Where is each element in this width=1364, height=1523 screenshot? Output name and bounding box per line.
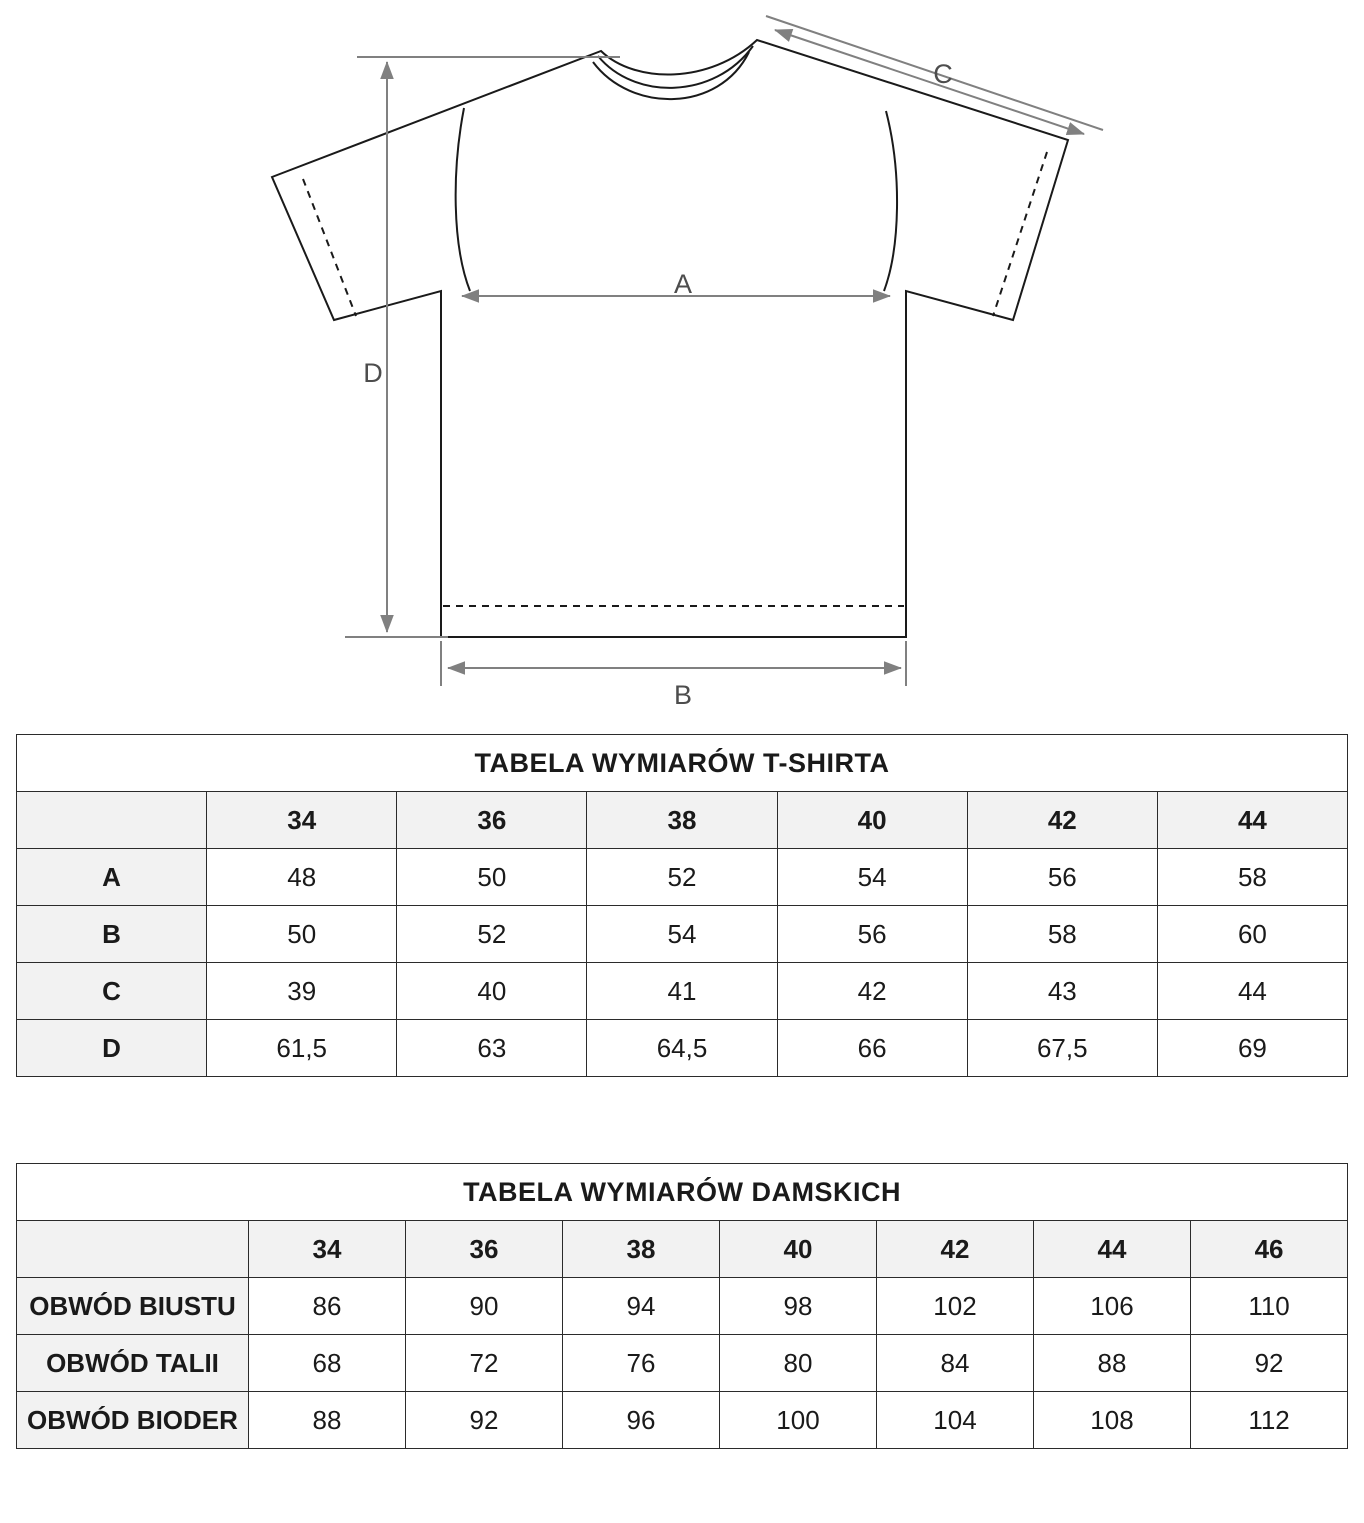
size-header-38: 38 <box>563 1221 720 1278</box>
cell-b-34: 50 <box>207 906 397 963</box>
cell-waist-40: 80 <box>720 1335 877 1392</box>
cell-a-36: 50 <box>397 849 587 906</box>
cell-d-38: 64,5 <box>587 1020 777 1077</box>
table-row <box>17 906 1348 963</box>
row-label-b: B <box>17 906 207 963</box>
cell-a-34: 48 <box>207 849 397 906</box>
cell-bust-44: 106 <box>1034 1278 1191 1335</box>
corner-cell <box>17 1221 249 1278</box>
table-row <box>17 1335 1348 1392</box>
cell-hips-34: 88 <box>249 1392 406 1449</box>
cell-a-40: 54 <box>777 849 967 906</box>
cell-b-42: 58 <box>967 906 1157 963</box>
table-row <box>17 1392 1348 1449</box>
cell-hips-40: 100 <box>720 1392 877 1449</box>
row-label-a: A <box>17 849 207 906</box>
cell-a-42: 56 <box>967 849 1157 906</box>
cell-c-44: 44 <box>1157 963 1347 1020</box>
tshirt-outline <box>272 40 1068 637</box>
size-header-44: 44 <box>1157 792 1347 849</box>
cell-b-40: 56 <box>777 906 967 963</box>
tshirt-measurement-diagram <box>0 0 1364 722</box>
size-header-36: 36 <box>397 792 587 849</box>
size-header-44: 44 <box>1034 1221 1191 1278</box>
cell-bust-36: 90 <box>406 1278 563 1335</box>
table-row <box>17 963 1348 1020</box>
label-b: B <box>673 680 693 710</box>
cell-b-36: 52 <box>397 906 587 963</box>
table-title-row <box>17 1164 1348 1221</box>
cell-c-36: 40 <box>397 963 587 1020</box>
cell-waist-46: 92 <box>1191 1335 1348 1392</box>
table-row <box>17 849 1348 906</box>
label-d: D <box>363 358 383 388</box>
size-header-36: 36 <box>406 1221 563 1278</box>
cell-waist-42: 84 <box>877 1335 1034 1392</box>
cell-c-34: 39 <box>207 963 397 1020</box>
cell-d-36: 63 <box>397 1020 587 1077</box>
cell-a-44: 58 <box>1157 849 1347 906</box>
cell-bust-40: 98 <box>720 1278 877 1335</box>
women-size-table <box>16 1163 1348 1449</box>
cell-d-42: 67,5 <box>967 1020 1157 1077</box>
cell-hips-42: 104 <box>877 1392 1034 1449</box>
cell-c-42: 43 <box>967 963 1157 1020</box>
row-label-d: D <box>17 1020 207 1077</box>
cell-hips-46: 112 <box>1191 1392 1348 1449</box>
tshirt-size-table <box>16 734 1348 1077</box>
cell-c-40: 42 <box>777 963 967 1020</box>
cell-bust-46: 110 <box>1191 1278 1348 1335</box>
tshirt-table-title: TABELA WYMIARÓW T-SHIRTA <box>17 735 1348 792</box>
cell-d-44: 69 <box>1157 1020 1347 1077</box>
table-row <box>17 1020 1348 1077</box>
cell-waist-34: 68 <box>249 1335 406 1392</box>
cell-a-38: 52 <box>587 849 777 906</box>
table-row <box>17 1278 1348 1335</box>
cell-b-38: 54 <box>587 906 777 963</box>
cell-d-40: 66 <box>777 1020 967 1077</box>
size-header-34: 34 <box>249 1221 406 1278</box>
cell-b-44: 60 <box>1157 906 1347 963</box>
cell-waist-44: 88 <box>1034 1335 1191 1392</box>
size-header-40: 40 <box>777 792 967 849</box>
cell-c-38: 41 <box>587 963 777 1020</box>
cell-d-34: 61,5 <box>207 1020 397 1077</box>
label-a: A <box>673 269 693 299</box>
cell-hips-36: 92 <box>406 1392 563 1449</box>
label-c: C <box>933 59 953 89</box>
size-header-38: 38 <box>587 792 777 849</box>
tshirt-size-table-block <box>16 734 1348 1077</box>
cell-bust-42: 102 <box>877 1278 1034 1335</box>
row-label-bust: OBWÓD BIUSTU <box>17 1278 249 1335</box>
cell-hips-38: 96 <box>563 1392 720 1449</box>
cell-bust-38: 94 <box>563 1278 720 1335</box>
table-title-row <box>17 735 1348 792</box>
corner-cell <box>17 792 207 849</box>
size-header-34: 34 <box>207 792 397 849</box>
dimension-d <box>345 57 620 637</box>
row-label-c: C <box>17 963 207 1020</box>
size-header-42: 42 <box>967 792 1157 849</box>
size-header-40: 40 <box>720 1221 877 1278</box>
cell-bust-34: 86 <box>249 1278 406 1335</box>
cell-hips-44: 108 <box>1034 1392 1191 1449</box>
women-table-title: TABELA WYMIARÓW DAMSKICH <box>17 1164 1348 1221</box>
row-label-waist: OBWÓD TALII <box>17 1335 249 1392</box>
cell-waist-36: 72 <box>406 1335 563 1392</box>
cell-waist-38: 76 <box>563 1335 720 1392</box>
size-header-42: 42 <box>877 1221 1034 1278</box>
table-header-row <box>17 792 1348 849</box>
table-header-row <box>17 1221 1348 1278</box>
women-size-table-block <box>16 1163 1348 1449</box>
size-header-46: 46 <box>1191 1221 1348 1278</box>
row-label-hips: OBWÓD BIODER <box>17 1392 249 1449</box>
